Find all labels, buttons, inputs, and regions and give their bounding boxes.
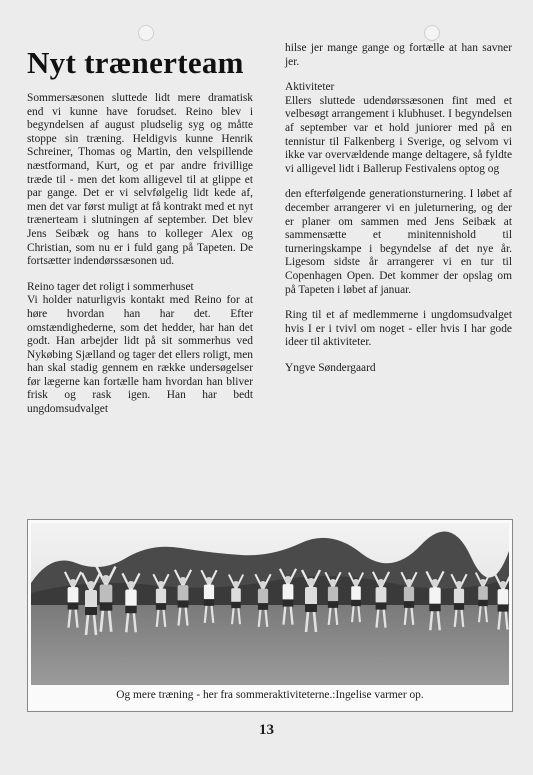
paragraph-contact: Ring til et af medlemmerne i ungdomsudvalget hvis I er i tvivl om noget - eller hvis I har gode ideer til aktiviteter. [285, 309, 512, 349]
punch-hole-right [424, 25, 440, 41]
paragraph-events: den efterfølgende generationsturnering. I løbet af december arrangerer vi en juleturnering, og der er planer om sammen med Jens Seibæk at sammensætte et minitennishold til turneringskampe i begyndelse af det nye år. Ligesom sidste år arrangerer vi en tur til Copenhagen Open. Det kommer der opslag om på Tapeten i løbet af januar. [285, 188, 512, 296]
article-title: Nyt trænerteam [27, 45, 244, 80]
signature: Yngve Søndergaard [285, 361, 376, 374]
subheading-activities: Aktiviteter [285, 81, 335, 94]
paragraph-continued: hilse jer mange gange og fortælle at han savner jer. [285, 42, 512, 68]
punch-hole-left [138, 25, 154, 41]
paragraph-reino: Vi holder naturligvis kontakt med Reino for at høre hvordan han har det. Efter omstændighederne, som det hedder, har han det godt. Han arbejder lidt på sit sommerhus ved Nykøbing Sjælland og tager det ellers roligt, men han skal stadig gennem en række undersøgelser før lægerne kan fortælle ham hvordan han bliver frisk og rask igen. Han har bedt ungdomsudvalget [27, 294, 253, 416]
paragraph-intro: Sommersæsonen sluttede lidt mere dramatisk end vi kunne have forudset. Reino blev i begyndelsen af august pludselig syg og måtte stoppe sin træning. Heldigvis kunne Henrik Schreiner, Thomas og Martin, den velspillende næstformand, Kurt, og et par andre frivillige træde til - men det kom alligevel til at glippe et par gange. Det er vi selvfølgelig lidt kede af, men det var først muligt at få kontrakt med et nyt trænerteam i slutningen af september. Det blev Jens Seibæk og hans to kolleger Alex og Christian, som nu er i fuld gang på Tapeten. De fortsætter indendørssæsonen ud. [27, 92, 253, 268]
paragraph-activities: Ellers sluttede udendørssæsonen fint med et velbesøgt arrangement i klubhuset. I begyndelsen af september var et hold juniorer med på en tennistur til Falkenberg i Sverige, og selvom vi ikke var overvældende mange deltagere, så fyldte vi alligevel lidt i Ballerup Festivalens optog og [285, 94, 512, 175]
training-photo [27, 519, 513, 712]
page-number: 13 [259, 722, 274, 738]
subheading-reino: Reino tager det roligt i sommerhuset [27, 280, 194, 293]
photo-image [31, 523, 509, 685]
right-column [285, 42, 512, 375]
photo-caption: Og mere træning - her fra sommeraktiviteterne.:Ingelise varmer op. [116, 689, 424, 701]
left-column [27, 92, 253, 417]
